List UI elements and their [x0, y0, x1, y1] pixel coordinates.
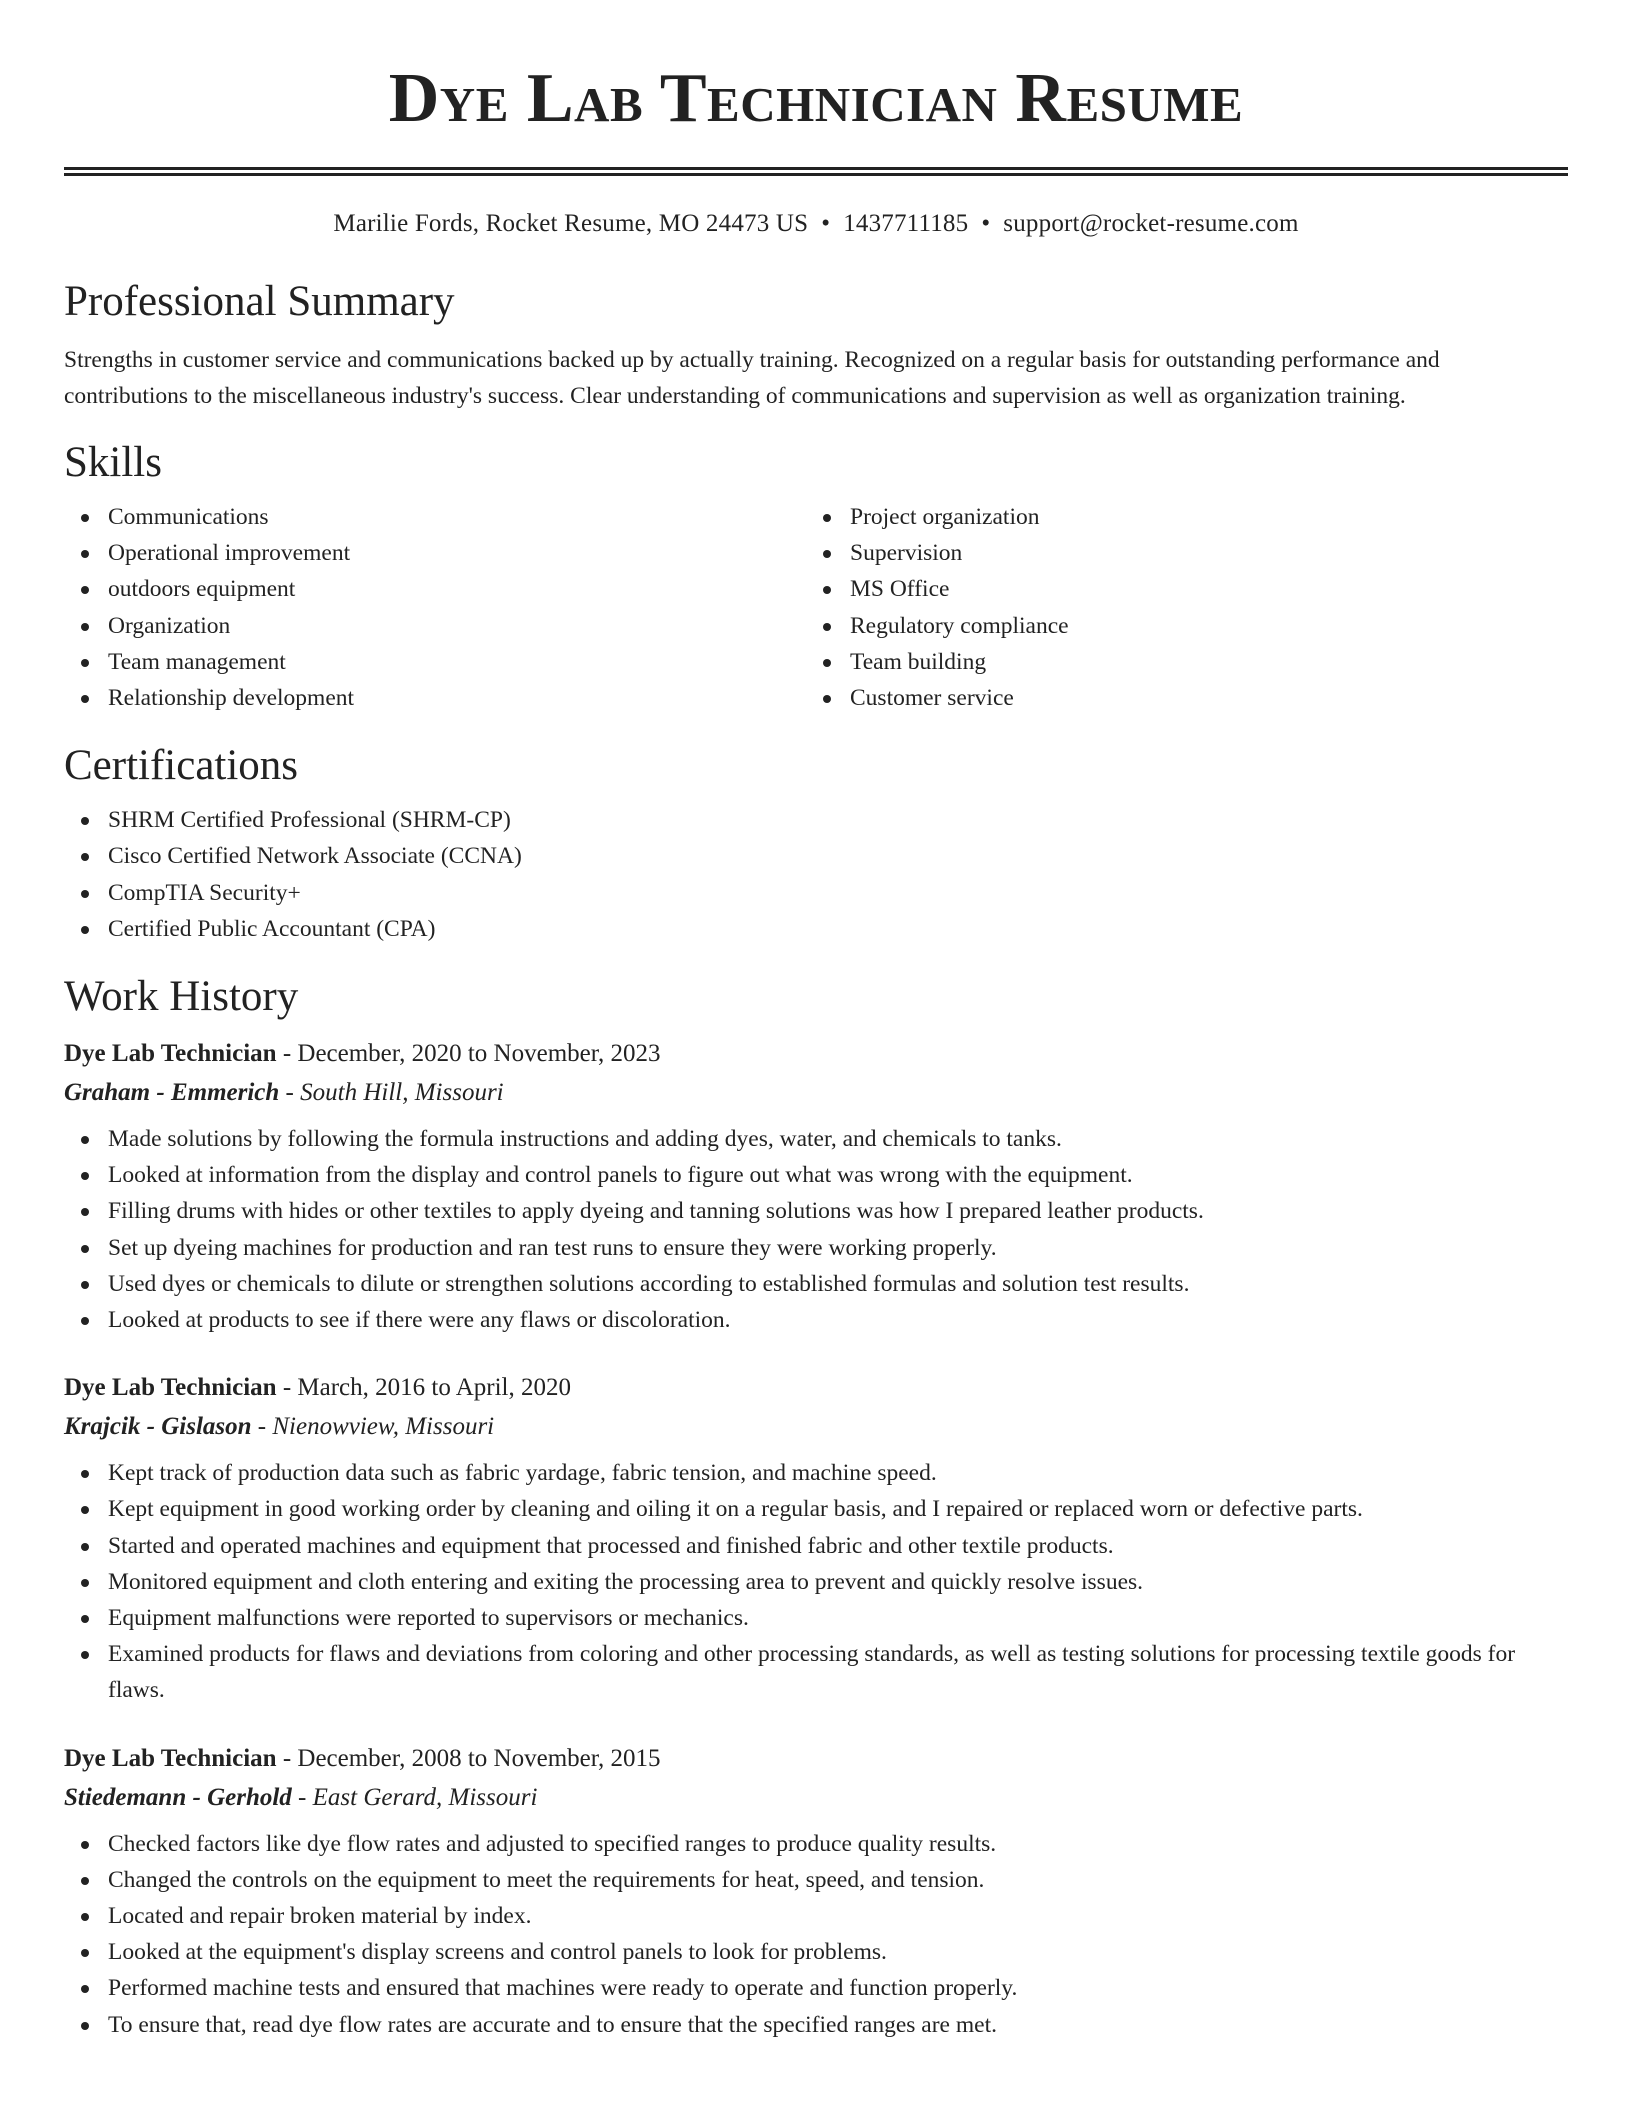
job-header: Dye Lab Technician - December, 2020 to November, 2023 [64, 1040, 661, 1068]
skill-item: Organization [64, 608, 806, 644]
job-bullets [64, 1455, 1568, 1708]
job-company: Stiedemann - Gerhold [64, 1783, 292, 1811]
job-title: Dye Lab Technician [64, 1374, 277, 1402]
job-bullet: Made solutions by following the formula instructions and adding dyes, water, and chemicals to tanks. [64, 1121, 1568, 1157]
job-bullet: Checked factors like dye flow rates and adjusted to specified ranges to produce quality results. [64, 1826, 1568, 1862]
certifications-heading: Certifications [64, 742, 299, 790]
job-bullet: Set up dyeing machines for production and ran test runs to ensure they were working properly. [64, 1230, 1568, 1266]
job-dates: December, 2020 to November, 2023 [297, 1040, 661, 1068]
certifications-list [64, 802, 1568, 947]
job-bullet: Equipment malfunctions were reported to supervisors or mechanics. [64, 1600, 1568, 1636]
resume-page [64, 0, 1568, 2043]
job-bullet: Used dyes or chemicals to dilute or strengthen solutions according to established formulas and solution test results. [64, 1266, 1568, 1302]
job-location: East Gerard, Missouri [312, 1783, 538, 1811]
job-bullet: Located and repair broken material by index. [64, 1898, 1568, 1934]
job-employer: Graham - Emmerich - South Hill, Missouri [64, 1079, 504, 1107]
skill-item: Team building [806, 644, 1548, 680]
skills-grid [64, 499, 1568, 716]
job-dates: March, 2016 to April, 2020 [297, 1374, 571, 1402]
summary-text: Strengths in customer service and communications backed up by actually training. Recognized on a regular basis for outstanding performance and contributions to the miscellaneous industry's success. Clear understanding of communications and supervision as well as organization training. [64, 347, 1440, 409]
job-bullet: To ensure that, read dye flow rates are accurate and to ensure that the specified ranges are met. [64, 2007, 1568, 2043]
job-bullet: Looked at information from the display and control panels to figure out what was wrong with the equipment. [64, 1157, 1568, 1193]
job-bullet: Kept equipment in good working order by cleaning and oiling it on a regular basis, and I repaired or replaced worn or defective parts. [64, 1491, 1568, 1527]
skill-item: Project organization [806, 499, 1548, 535]
contact-phone: 1437711185 [843, 210, 969, 237]
skills-list-right [806, 499, 1548, 716]
job-header: Dye Lab Technician - December, 2008 to November, 2015 [64, 1744, 661, 1772]
job-employer: Krajcik - Gislason - Nienowview, Missouri [64, 1413, 495, 1441]
job-location: Nienowview, Missouri [272, 1413, 495, 1441]
contact-email: support@rocket-resume.com [1003, 210, 1299, 237]
certifications-section [64, 740, 1568, 947]
skills-list-left [64, 499, 806, 716]
summary-heading: Professional Summary [64, 278, 455, 325]
job-header: Dye Lab Technician - March, 2016 to April, 2020 [64, 1374, 571, 1402]
job-bullet: Performed machine tests and ensured that machines were ready to operate and function properly. [64, 1970, 1568, 2006]
job-bullets [64, 1826, 1568, 2043]
work-history-section [64, 971, 1568, 2043]
job-bullets [64, 1121, 1568, 1338]
contact-separator: • [981, 210, 991, 237]
certification-item: SHRM Certified Professional (SHRM-CP) [64, 802, 1568, 838]
title-divider [64, 167, 1568, 176]
skills-section [64, 437, 1568, 716]
job-bullet: Examined products for flaws and deviations from coloring and other processing standards, as well as testing solutions for processing textile goods for flaws. [64, 1636, 1568, 1708]
job-bullet: Looked at the equipment's display screens and control panels to look for problems. [64, 1934, 1568, 1970]
job-entry [64, 1740, 1568, 2043]
skill-item: Customer service [806, 680, 1548, 716]
resume-title: Dye Lab Technician Resume [388, 60, 1244, 137]
contact-separator: • [821, 210, 831, 237]
certification-item: Cisco Certified Network Associate (CCNA) [64, 838, 1568, 874]
job-location: South Hill, Missouri [300, 1079, 504, 1107]
skill-item: Operational improvement [64, 535, 806, 571]
job-entry [64, 1035, 1568, 1338]
skill-item: Team management [64, 644, 806, 680]
skill-item: Regulatory compliance [806, 608, 1548, 644]
work-history-heading: Work History [64, 973, 299, 1021]
contact-line [64, 209, 1568, 239]
job-title: Dye Lab Technician [64, 1744, 277, 1772]
job-bullet: Monitored equipment and cloth entering and exiting the processing area to prevent and quickly resolve issues. [64, 1564, 1568, 1600]
contact-address: Marilie Fords, Rocket Resume, MO 24473 US [333, 210, 809, 237]
job-bullet: Filling drums with hides or other textiles to apply dyeing and tanning solutions was how I prepared leather products. [64, 1193, 1568, 1229]
job-company: Graham - Emmerich [64, 1079, 280, 1107]
job-entry [64, 1369, 1568, 1708]
job-bullet: Changed the controls on the equipment to meet the requirements for heat, speed, and tension. [64, 1862, 1568, 1898]
job-bullet: Kept track of production data such as fabric yardage, fabric tension, and machine speed. [64, 1455, 1568, 1491]
summary-section [64, 276, 1568, 414]
certification-item: CompTIA Security+ [64, 875, 1568, 911]
skill-item: Communications [64, 499, 806, 535]
job-bullet: Looked at products to see if there were any flaws or discoloration. [64, 1302, 1568, 1338]
skill-item: Supervision [806, 535, 1548, 571]
certification-item: Certified Public Accountant (CPA) [64, 911, 1568, 947]
skill-item: Relationship development [64, 680, 806, 716]
job-company: Krajcik - Gislason [64, 1413, 252, 1441]
job-employer: Stiedemann - Gerhold - East Gerard, Missouri [64, 1783, 538, 1811]
skill-item: outdoors equipment [64, 571, 806, 607]
skill-item: MS Office [806, 571, 1548, 607]
job-title: Dye Lab Technician [64, 1040, 277, 1068]
skills-heading: Skills [64, 439, 162, 486]
job-dates: December, 2008 to November, 2015 [297, 1744, 661, 1772]
job-bullet: Started and operated machines and equipment that processed and finished fabric and other textile products. [64, 1528, 1568, 1564]
